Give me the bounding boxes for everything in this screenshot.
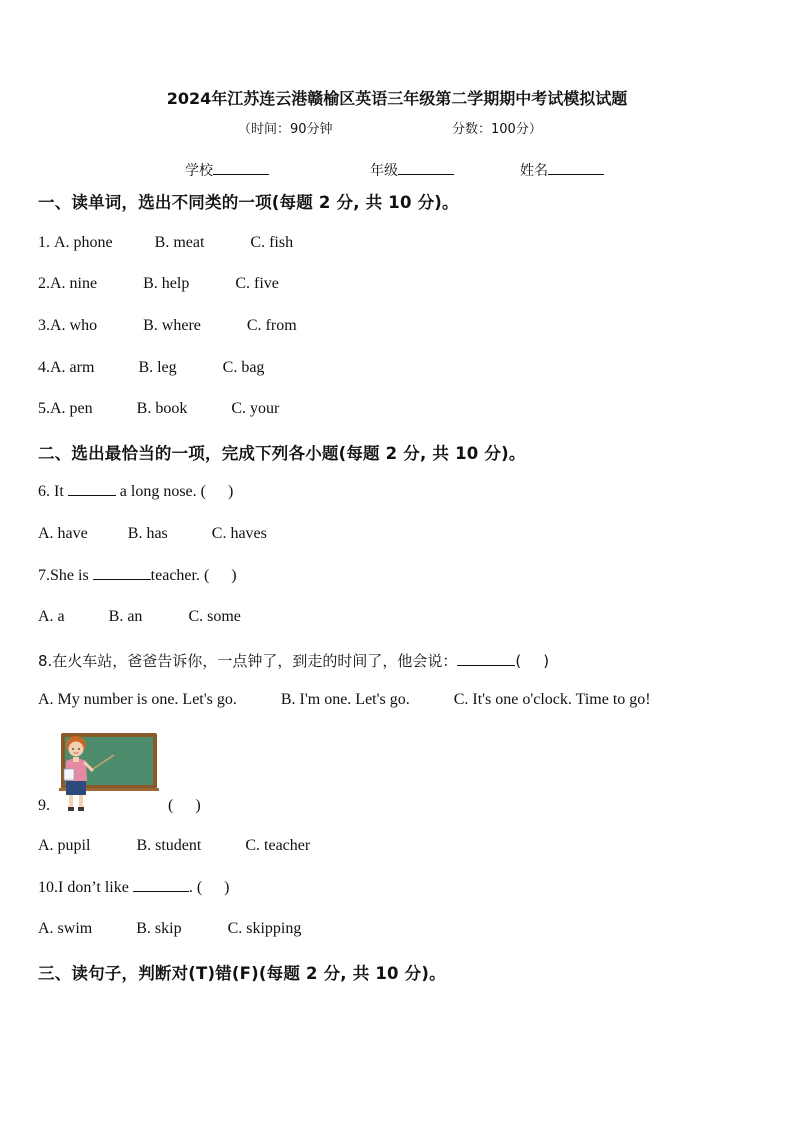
option-c[interactable]: C. your: [231, 400, 280, 417]
question-text: . (: [188, 879, 203, 896]
option-a[interactable]: A. nine: [50, 275, 98, 292]
question-number: 9.: [38, 797, 50, 814]
answer-blank[interactable]: [457, 653, 515, 666]
section1-heading: 一、读单词，选出不同类的一项(每题 2 分, 共 10 分)。: [38, 193, 459, 212]
question-10: [38, 879, 229, 897]
option-b[interactable]: B. has: [127, 525, 168, 542]
question-number: 5.: [38, 400, 50, 417]
option-c[interactable]: C. some: [188, 608, 241, 625]
answer-paren: ): [227, 483, 234, 500]
question-6: [38, 483, 233, 501]
question-number: 4.: [38, 359, 50, 376]
section2-heading: 二、选出最恰当的一项，完成下列各小题(每题 2 分, 共 10 分)。: [38, 444, 526, 463]
question-7: [38, 567, 237, 585]
option-a[interactable]: A. have: [38, 525, 88, 542]
question-6-options: [38, 525, 267, 543]
question-number: 2.: [38, 275, 50, 292]
option-b[interactable]: B. help: [143, 275, 190, 292]
answer-blank[interactable]: [68, 483, 116, 496]
question-text: 7.She is: [38, 567, 93, 584]
name-label: 姓名: [520, 163, 548, 179]
question-10-options: [38, 920, 301, 938]
option-c[interactable]: C. bag: [222, 359, 265, 376]
option-c[interactable]: C. haves: [211, 525, 267, 542]
option-b[interactable]: B. meat: [154, 234, 205, 251]
question-8-options: [38, 691, 651, 709]
grade-blank[interactable]: [398, 162, 454, 175]
option-a[interactable]: A. swim: [38, 920, 93, 937]
option-b[interactable]: B. student: [136, 837, 202, 854]
question-text: a long nose. (: [115, 483, 206, 500]
option-b[interactable]: B. where: [143, 317, 201, 334]
answer-blank[interactable]: [93, 567, 151, 580]
question-4: [38, 359, 264, 377]
exam-time: （时间：90分钟: [238, 122, 333, 137]
option-a[interactable]: A. pupil: [38, 837, 91, 854]
option-c[interactable]: C. from: [246, 317, 297, 334]
question-3: [38, 317, 297, 335]
question-text: (: [515, 652, 522, 670]
question-8: [38, 650, 549, 671]
teacher-skirt: [66, 781, 86, 795]
answer-blank[interactable]: [133, 879, 189, 892]
option-a[interactable]: A. pen: [50, 400, 93, 417]
page-title: 2024年江苏连云港赣榆区英语三年级第二学期期中考试模拟试题: [166, 89, 628, 108]
section3-heading: 三、读句子，判断对(T)错(F)(每题 2 分, 共 10 分)。: [38, 964, 446, 983]
name-blank[interactable]: [548, 162, 604, 175]
answer-paren: ): [543, 652, 550, 670]
question-7-options: [38, 608, 241, 626]
option-a[interactable]: A. arm: [50, 359, 95, 376]
question-text: 6. It: [38, 483, 68, 500]
option-a[interactable]: A. My number is one. Let's go.: [38, 691, 237, 708]
option-c[interactable]: C. skipping: [227, 920, 302, 937]
option-a[interactable]: A. phone: [54, 234, 113, 251]
school-field: [185, 160, 269, 180]
option-a[interactable]: A. who: [50, 317, 98, 334]
option-b[interactable]: B. an: [108, 608, 143, 625]
answer-paren: ): [195, 797, 201, 814]
school-blank[interactable]: [213, 162, 269, 175]
school-label: 学校: [185, 163, 213, 179]
question-text: 8.在火车站，爸爸告诉你，一点钟了，到走的时间了，他会说：: [38, 652, 458, 670]
option-b[interactable]: B. I'm one. Let's go.: [280, 691, 410, 708]
book: [64, 769, 74, 780]
exam-score: 分数：100分）: [452, 122, 542, 137]
question-number: 1.: [38, 234, 54, 251]
teacher-face: [69, 742, 84, 757]
question-9: [38, 797, 201, 815]
option-b[interactable]: B. book: [136, 400, 188, 417]
question-2: [38, 275, 279, 293]
name-field: [520, 160, 604, 180]
option-a[interactable]: A. a: [38, 608, 65, 625]
grade-label: 年级: [370, 163, 398, 179]
option-b[interactable]: B. skip: [136, 920, 182, 937]
question-9-options: [38, 837, 310, 855]
question-text: 10.I don’t like: [38, 879, 133, 896]
question-number: 3.: [38, 317, 50, 334]
option-c[interactable]: C. It's one o'clock. Time to go!: [453, 691, 651, 708]
option-c[interactable]: C. fish: [250, 234, 294, 251]
question-1: [38, 234, 293, 252]
option-b[interactable]: B. leg: [138, 359, 177, 376]
option-c[interactable]: C. five: [235, 275, 279, 292]
option-c[interactable]: C. teacher: [245, 837, 311, 854]
grade-field: [370, 160, 454, 180]
answer-paren: ): [224, 879, 230, 896]
question-text: teacher. (: [150, 567, 210, 584]
answer-paren: ): [231, 567, 237, 584]
question-5: [38, 400, 279, 418]
answer-paren: (: [168, 797, 174, 814]
